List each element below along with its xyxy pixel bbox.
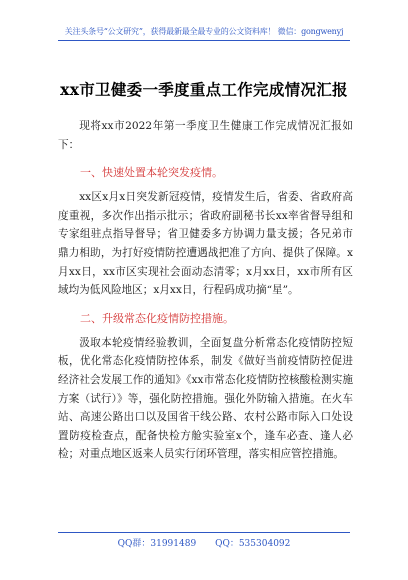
intro-paragraph: 现将xx市2022年第一季度卫生健康工作完成情况汇报如下： [58,120,353,151]
document-title: xx市卫健委一季度重点工作完成情况汇报 [60,80,348,99]
footer-qq: QQ：535304092 [215,539,291,549]
section-1-paragraph: xx区x月x日突发新冠疫情，疫情发生后，省委、省政府高度重视，多次作出指示批示；省政府副秘书长xx率省督导组和专家组驻点指导督导；省卫健委多方协调力量支援；各兄弟市鼎力相助，为打好疫情防控遭遇战把准了方向、提供了保障。x月xx日，xx市区实现社会面动态清零；x月xx日，xx市所有区域均为低风险地区；x月xx日，行程码成功摘“星”。 [58,191,353,297]
page-header-banner: 关注头条号“公文研究”，获得最新最全最专业的公文资料库！ 微信：gongwenyj [58,26,350,41]
section-heading-1: 一、快速处置本轮突发疫情。 [80,166,223,180]
footer-qq-group: QQ群：31991489 [117,539,197,549]
section-2-paragraph: 汲取本轮疫情经验教训，全面复盘分析常态化疫情防控短板，优化常态化疫情防控体系，制发《做好当前疫情防控促进经济社会发展工作的通知》《xx市常态化疫情防控核酸检测实施方案（试行）》等，强化防控措施。强化外防输入措施。在火车站、高速公路出口以及国省干线公路、农村公路市际入口处设置防疫检查点，配备快检方舱实验室x个，逢车必查、逢人必检；对重点地区返来人员实行闭环管理，落实相应管控措施。 [58,336,353,461]
page-footer [58,532,350,549]
document-body [58,117,353,464]
section-heading-2: 二、升级常态化疫情防控措施。 [80,311,234,325]
